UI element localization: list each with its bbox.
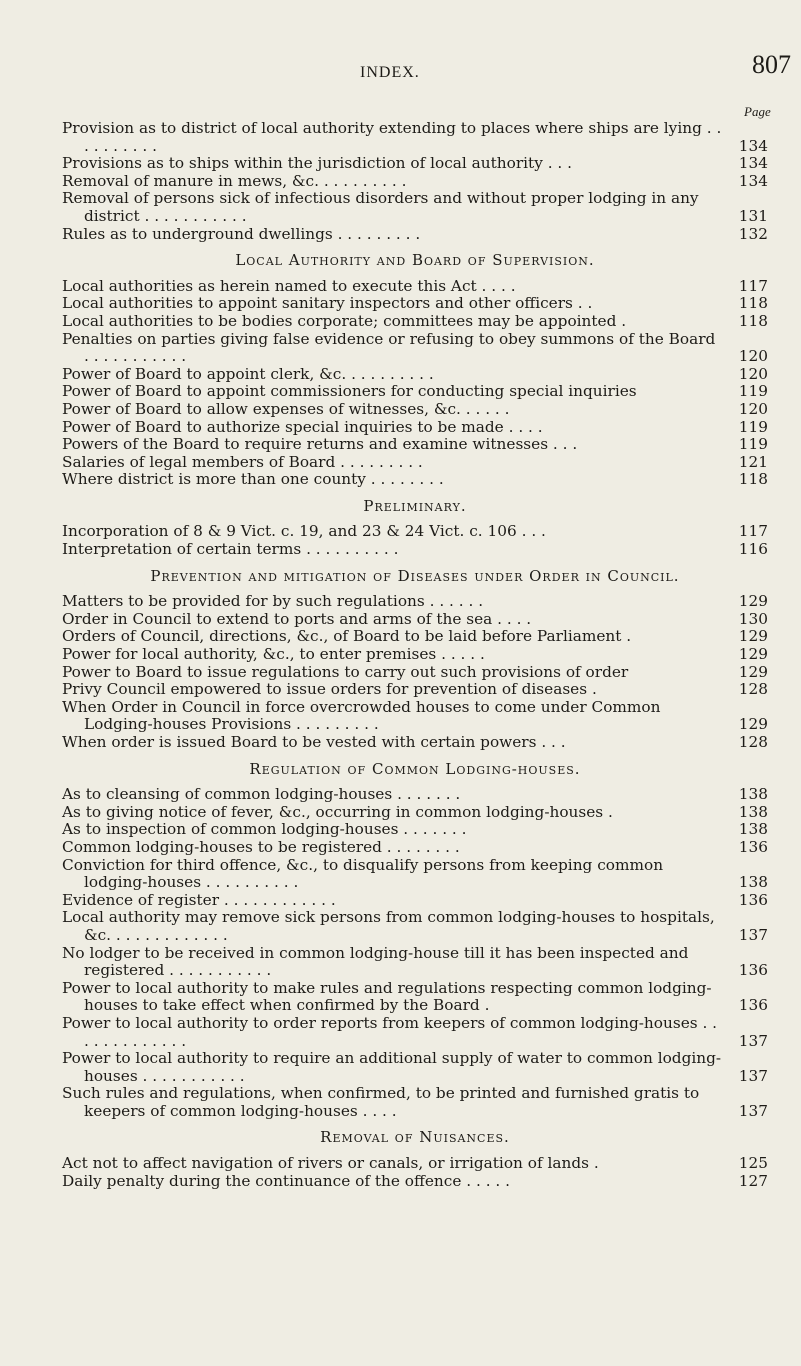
entry-page: 132 [738,224,768,243]
entry-page: 120 [738,399,768,418]
index-entry [62,331,768,366]
entry-page: 134 [738,136,768,155]
entry-page: 119 [738,382,768,401]
running-head [0,46,801,86]
index-entry [62,226,768,244]
index-section [62,568,768,752]
entry-text: Power of Board to appoint clerk, &c. . . . . . . . . . [62,364,434,383]
index-entry [62,980,768,1015]
index-entry [62,190,768,225]
entry-page: 131 [738,206,768,225]
index-entry [62,646,768,664]
entry-text: Power to local authority to require an additional supply of water to common lodging-houses . . . . . . . . . . . [62,1049,722,1085]
entry-text: Salaries of legal members of Board . . . . . . . . . [62,452,423,471]
index-entry [62,1173,768,1191]
page-column-label: Page [744,104,771,119]
entry-page: 137 [738,1101,768,1120]
index-entry [62,857,768,892]
index-entry [62,892,768,910]
index-entry [62,1085,768,1120]
entry-text: Local authorities to appoint sanitary inspectors and other officers . . [62,294,593,313]
section-heading: Removal of Nuisances. [320,1128,510,1147]
entry-text: Power for local authority, &c., to enter premises . . . . . [62,645,485,664]
index-section [62,252,768,489]
entry-page: 117 [738,276,768,295]
index-entry [62,295,768,313]
index-entry [62,120,768,155]
index-entry [62,628,768,646]
entry-page: 125 [738,1154,768,1173]
entry-page: 129 [738,645,768,664]
entry-text: When Order in Council in force overcrowded houses to come under Common Lodging-houses Provisions . . . . . . . . . [62,697,661,734]
section-heading: Local Authority and Board of Supervision. [235,251,595,270]
entry-page: 120 [738,364,768,383]
entry-page: 117 [738,522,768,541]
entry-page: 137 [738,1031,768,1050]
entry-page: 121 [738,452,768,471]
running-title: INDEX. [360,64,420,81]
entry-page: 129 [738,627,768,646]
index-entry [62,786,768,804]
index-entry [62,734,768,752]
entry-text: Incorporation of 8 & 9 Vict. c. 19, and 23 & 24 Vict. c. 106 . . . [62,522,546,541]
entry-text: Where district is more than one county . . . . . . . . [62,470,444,489]
entry-text: Local authority may remove sick persons from common lodging-houses to hospitals, &c. . . . . . . . . . . . . [62,908,715,944]
entry-text: Power to local authority to order reports from keepers of common lodging-houses . . . . . . . . . . . . . [62,1013,718,1050]
entry-page: 136 [738,961,768,980]
entry-page: 119 [738,417,768,436]
index-entry [62,945,768,980]
entry-text: Evidence of register . . . . . . . . . . . . [62,890,336,909]
index-entry [62,664,768,682]
entry-page: 138 [738,873,768,892]
entry-text: Privy Council empowered to issue orders for prevention of diseases . [62,680,597,699]
entry-page: 136 [738,837,768,856]
entry-page: 128 [738,680,768,699]
entry-text: As to inspection of common lodging-houses . . . . . . . [62,820,467,839]
index-entry [62,401,768,419]
index-entry [62,383,768,401]
entry-text: Rules as to underground dwellings . . . . . . . . . [62,224,421,243]
section-heading: Prevention and mitigation of Diseases under Order in Council. [150,566,680,585]
entry-page: 127 [738,1171,768,1190]
entry-text: Power to local authority to make rules and regulations respecting common lodging-houses to take effect when confirmed by the Board . [62,978,712,1015]
entry-text: Penalties on parties giving false evidence or refusing to obey summons of the Board . . . . . . . . . . . [62,329,716,366]
entry-page: 136 [738,890,768,909]
entry-page: 119 [738,435,768,454]
index-entry [62,173,768,191]
entry-text: As to cleansing of common lodging-houses . . . . . . . [62,785,461,804]
entry-page: 116 [738,540,768,559]
index-entry [62,839,768,857]
entry-text: Removal of manure in mews, &c. . . . . . . . . . [62,171,407,190]
entry-text: Orders of Council, directions, &c., of Board to be laid before Parliament . [62,627,632,646]
index-entry [62,454,768,472]
index-entry [62,313,768,331]
index-entry [62,541,768,559]
entry-page: 134 [738,154,768,173]
index-entry [62,593,768,611]
entry-page: 128 [738,733,768,751]
entry-text: When order is issued Board to be vested with certain powers . . . [62,733,566,751]
entry-text: Power of Board to allow expenses of witnesses, &c. . . . . . [62,399,510,418]
index-entry [62,155,768,173]
index-entry [62,436,768,454]
page-number: 807 [752,50,791,79]
entry-text: Interpretation of certain terms . . . . . . . . . . [62,540,399,559]
entry-page: 129 [738,592,768,611]
index-entry [62,278,768,296]
index-entry [62,821,768,839]
entry-page: 118 [738,294,768,313]
entry-text: Daily penalty during the continuance of the offence . . . . . [62,1171,511,1190]
entry-text: Power of Board to appoint commissioners for conducting special inquiries [62,382,637,401]
index-entry [62,1015,768,1050]
entry-text: Local authorities to be bodies corporate; committees may be appointed . [62,311,627,330]
entry-page: 138 [738,820,768,839]
index-entry [62,611,768,629]
entry-text: Removal of persons sick of infectious disorders and without proper lodging in any district . . . . . . . . . . . [62,189,699,225]
entry-text: No lodger to be received in common lodging-house till it has been inspected and registered . . . . . . . . . . . [62,943,689,980]
entry-page: 138 [738,785,768,804]
entry-text: Conviction for third offence, &c., to disqualify persons from keeping common lodging-houses . . . . . . . . . . [62,855,664,892]
index-entry [62,681,768,699]
index-entry [62,804,768,822]
entry-text: Act not to affect navigation of rivers or canals, or irrigation of lands . [62,1154,599,1173]
entry-text: Power to Board to issue regulations to carry out such provisions of order [62,662,629,681]
index-section [62,1129,768,1190]
entry-page: 136 [738,996,768,1015]
entry-text: Common lodging-houses to be registered . . . . . . . . [62,837,460,856]
entry-page: 137 [738,1066,768,1085]
entry-text: Local authorities as herein named to execute this Act . . . . [62,276,516,295]
entry-page: 134 [738,171,768,190]
entry-page: 137 [738,925,768,944]
entry-page: 118 [738,470,768,489]
entry-page: 129 [738,662,768,681]
entry-text: Power of Board to authorize special inquiries to be made . . . . [62,417,543,436]
index-entry [62,419,768,437]
index-entry [62,1050,768,1085]
entry-page: 138 [738,802,768,821]
entry-text: Such rules and regulations, when confirmed, to be printed and furnished gratis to keepers of common lodging-houses . . . . [62,1084,700,1120]
index-entry [62,366,768,384]
entry-text: Provisions as to ships within the jurisdiction of local authority . . . [62,154,573,173]
section-heading: Regulation of Common Lodging-houses. [249,759,581,778]
index-section [62,761,768,1121]
index-entry [62,699,768,734]
entry-page: 129 [738,715,768,734]
index-section [62,120,768,243]
entry-text: Provision as to district of local authority extending to places where ships are lying . . . . . . . . . . [62,119,722,155]
entry-text: Matters to be provided for by such regulations . . . . . . [62,592,484,611]
index-entry [62,909,768,944]
index-entry [62,471,768,489]
entry-page: 120 [738,347,768,366]
entry-text: Powers of the Board to require returns and examine witnesses . . . [62,435,578,454]
entry-page: 118 [738,311,768,330]
index-section [62,498,768,559]
entry-text: As to giving notice of fever, &c., occurring in common lodging-houses . [62,802,613,821]
entry-text: Order in Council to extend to ports and arms of the sea . . . . [62,609,532,628]
index-entry [62,523,768,541]
entry-page: 130 [738,609,768,628]
index-content [62,120,768,1190]
index-entry [62,1155,768,1173]
section-heading: Preliminary. [363,496,467,515]
